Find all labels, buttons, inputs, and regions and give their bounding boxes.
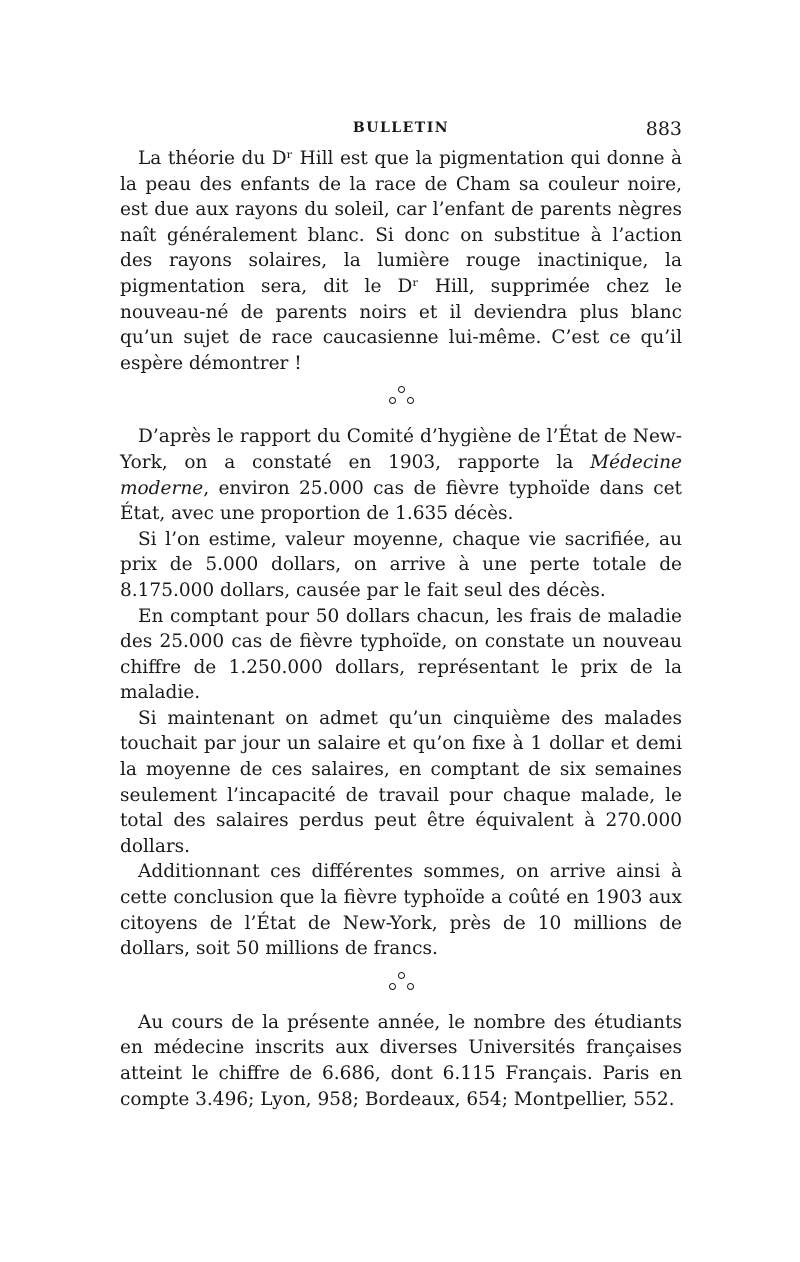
paragraph-hill-pigmentation: La théorie du Dʳ Hill est que la pigmentation qui donne à la peau des enfants de la race de Cham sa couleur noire, est due aux rayons du soleil, car l’enfant de parents nègres naît généralement blanc. Si donc on substitue à l’action des rayons solaires, la lumière rouge inactinique, la pigmentation sera, dit le Dʳ Hill, supprimée chez le nouveau-né de parents noirs et il deviendra plus blanc qu’un sujet de race caucasienne lui-même. C’est ce qu’il espère démontrer ! [120, 148, 682, 374]
paragraph-conclusion: Additionnant ces différentes sommes, on arrive ainsi à cette conclusion que la fièvre typhoïde a coûté en 1903 aux citoyens de l’État de New-York, près de 10 millions de dollars, soit 50 millions de francs. [120, 861, 682, 960]
paragraph-typhoid-report [120, 424, 682, 526]
paragraph-medical-students: Au cours de la présente année, le nombre des étudiants en médecine inscrits aux diverses Universités françaises atteint le chiffre de 6.686, dont 6.115 Français. Paris en compte 3.496; Lyon, 958; Bordeaux, 654; Montpellier, 552. [120, 1011, 682, 1110]
running-title: BULLETIN [352, 120, 450, 136]
section-separator [120, 962, 682, 1010]
body-text [120, 146, 682, 1112]
asterism-ornament-icon [386, 972, 416, 996]
page-number: 883 [645, 118, 682, 140]
paragraph-illness-costs: En comptant pour 50 dollars chacun, les frais de maladie des 25.000 cas de fièvre typhoïde, on constate un nouveau chiffre de 1.250.000 dollars, représentant le prix de la maladie. [120, 605, 682, 704]
asterism-ornament-icon [386, 386, 416, 410]
page-header [120, 118, 682, 142]
section-separator [120, 376, 682, 424]
journal-title: Médecine moderne [120, 451, 682, 499]
text-run: D’après le rapport du Comité d’hygiène de l’État de New-York, on a constaté en 1903, rapporte la [120, 426, 682, 473]
text-run: , environ 25.000 cas de fièvre typhoïde dans cet État, avec une proportion de 1.635 décès. [120, 477, 682, 525]
paragraph-life-value: Si l’on estime, valeur moyenne, chaque vie sacrifiée, au prix de 5.000 dollars, on arrive à une perte totale de 8.175.000 dollars, causée par le fait seul des décès. [120, 528, 682, 601]
paragraph-lost-wages: Si maintenant on admet qu’un cinquième des malades touchait par jour un salaire et qu’on fixe à 1 dollar et demi la moyenne de ces salaires, en comptant de six semaines seulement l’incapacité de travail pour chaque malade, le total des salaires perdus peut être équivalent à 270.000 dollars. [120, 707, 682, 857]
